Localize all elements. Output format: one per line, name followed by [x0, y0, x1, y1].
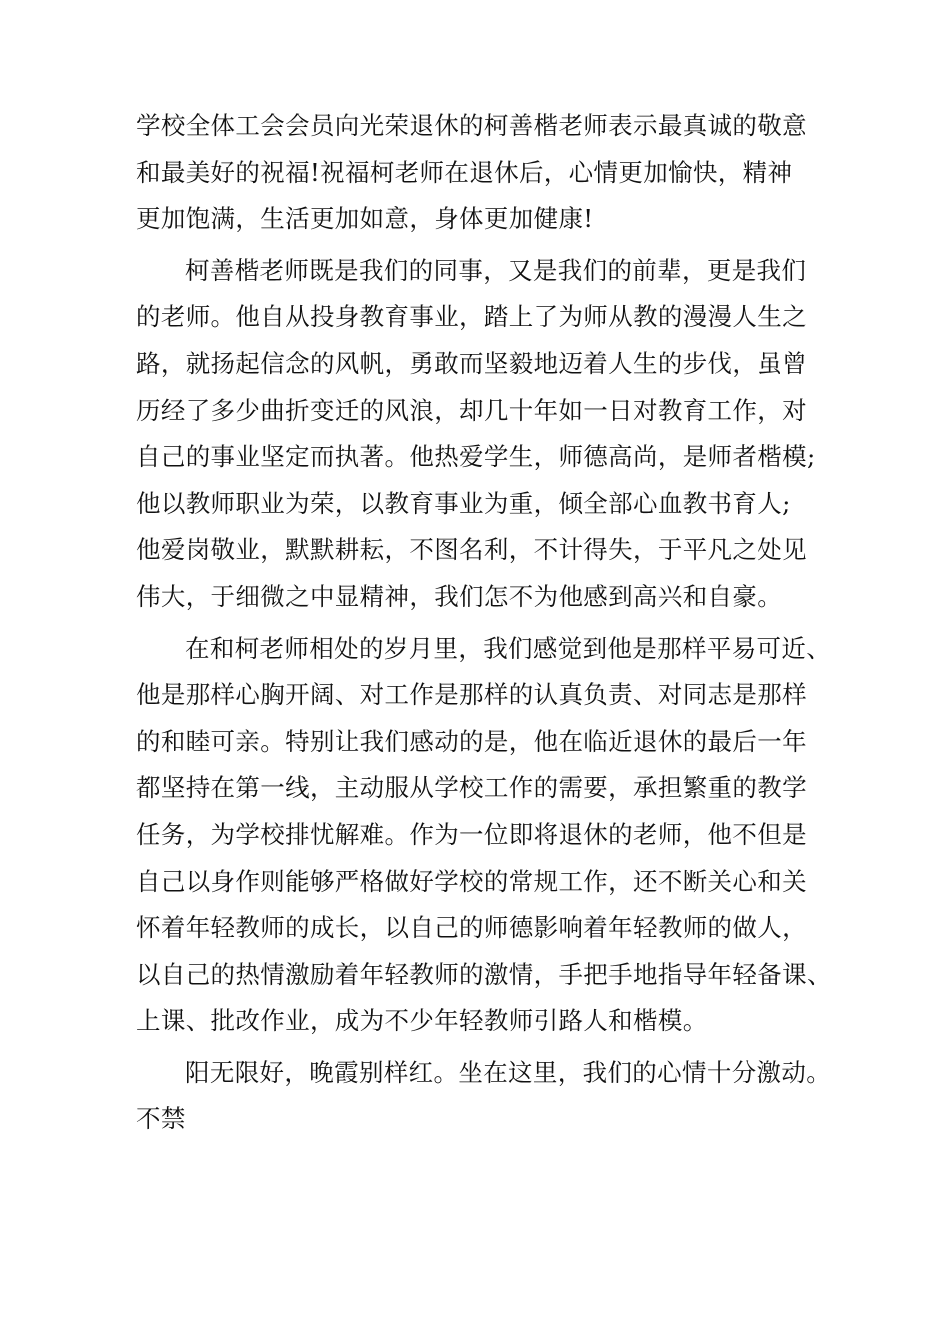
- text-line: 路，就扬起信念的风帆，勇敢而坚毅地迈着人生的步伐，虽曾: [136, 348, 807, 378]
- text-line: 学校全体工会会员向光荣退休的柯善楷老师表示最真诚的敬意: [136, 111, 807, 140]
- text-line: 都坚持在第一线，主动服从学校工作的需要，承担繁重的教学: [136, 773, 807, 803]
- paragraph-first-line: 在和柯老师相处的岁月里，我们感觉到他是那样平易可近、: [185, 633, 832, 663]
- text-line: 和最美好的祝福!祝福柯老师在退休后，心情更加愉快，精神: [136, 157, 793, 187]
- text-line: 他爱岗敬业，默默耕耘，不图名利，不计得失，于平凡之处见: [136, 535, 807, 565]
- text-line: 自己的事业坚定而执著。他热爱学生，师德高尚，是师者楷模;: [136, 442, 816, 472]
- paragraph-first-line: 阳无限好，晚霞别样红。坐在这里，我们的心情十分激动。: [185, 1057, 832, 1087]
- document-body: [136, 103, 856, 1143]
- paragraph-first-line: 柯善楷老师既是我们的同事，又是我们的前辈，更是我们: [185, 255, 807, 285]
- text-line: 自己以身作则能够严格做好学校的常规工作，还不断关心和关: [136, 866, 807, 896]
- text-line: 伟大，于细微之中显精神，我们怎不为他感到高兴和自豪。: [136, 581, 783, 611]
- text-line: 以自己的热情激励着年轻教师的激情，手把手地指导年轻备课、: [136, 959, 832, 989]
- text-line: 怀着年轻教师的成长，以自己的师德影响着年轻教师的做人，: [136, 913, 807, 943]
- text-line: 的和睦可亲。特别让我们感动的是，他在临近退休的最后一年: [136, 726, 807, 756]
- text-line: 的老师。他自从投身教育事业，踏上了为师从教的漫漫人生之: [136, 302, 807, 332]
- text-line: 历经了多少曲折变迁的风浪，却几十年如一日对教育工作，对: [136, 395, 807, 425]
- text-line: 不禁: [136, 1104, 186, 1134]
- text-line: 上课、批改作业，成为不少年轻教师引路人和楷模。: [136, 1006, 708, 1036]
- text-line: 任务，为学校排忧解难。作为一位即将退休的老师，他不但是: [136, 819, 807, 849]
- text-line: 他是那样心胸开阔、对工作是那样的认真负责、对同志是那样: [136, 680, 807, 710]
- text-line: 更加饱满，生活更加如意，身体更加健康!: [136, 204, 594, 234]
- text-line: 他以教师职业为荣，以教育事业为重，倾全部心血教书育人;: [136, 488, 791, 518]
